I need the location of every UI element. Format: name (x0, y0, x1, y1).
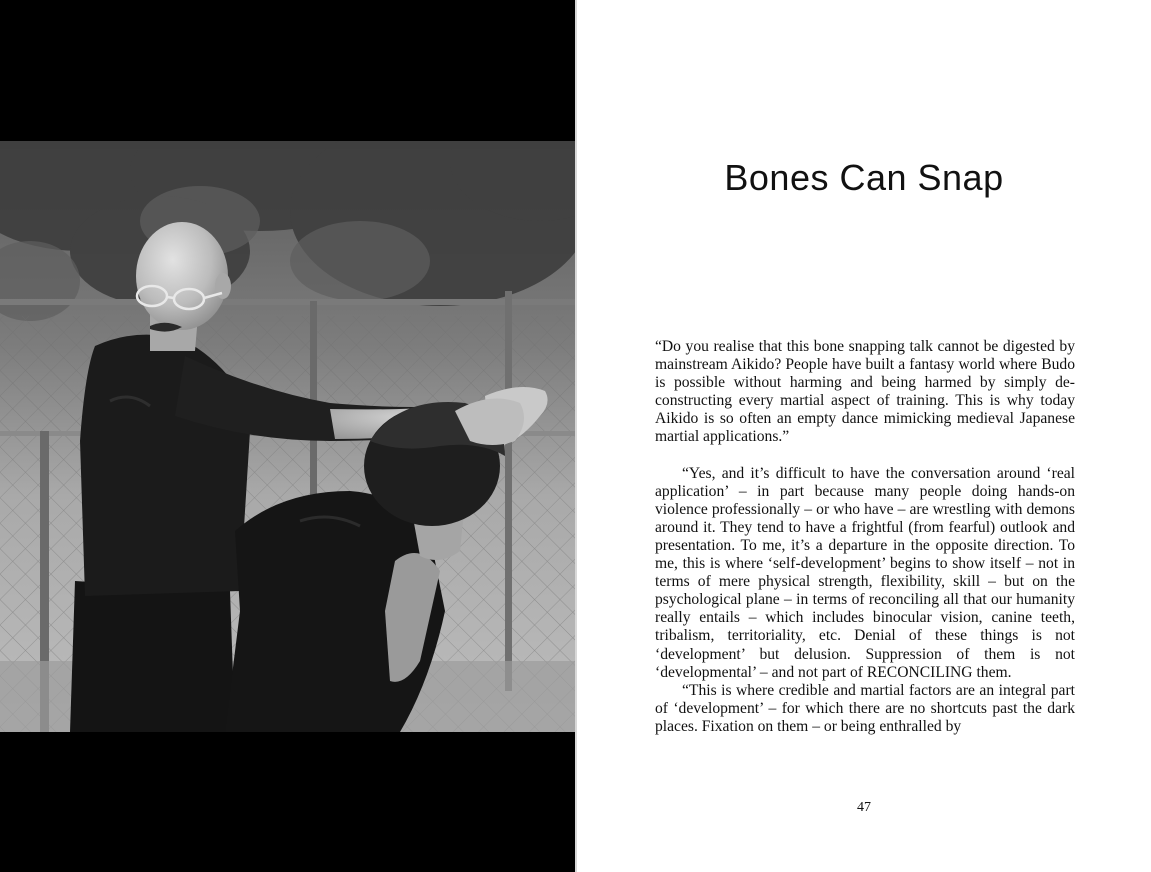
photo-martial-arts (0, 141, 575, 732)
right-page (577, 0, 1151, 872)
left-page (0, 0, 575, 872)
photo-illustration (0, 141, 575, 732)
paragraph-3: “This is where credible and martial factors are an integral part of ‘development’ – for which there are no shortcuts past the dark places. Fixation on them – or being enthralled by (655, 681, 1075, 735)
paragraph-1: “Do you realise that this bone snapping talk cannot be digested by mainstream Aikido? People have built a fantasy world where Budo is possible without harming and being harmed by simply de-constructing every martial aspect of training. This is why today Aikido is so often an empty dance mimicking medieval Japanese martial applications.” (655, 338, 1075, 446)
page-number: 47 (857, 800, 871, 815)
chapter-title: Bones Can Snap (724, 157, 1004, 198)
body-text (655, 338, 1075, 736)
paragraph-2: “Yes, and it’s difficult to have the conversation around ‘real application’ – in part because many people doing hands-on violence professionally – or who have – are wrestling with demons around it. They tend to have a frightful (from fearful) outlook and presentation. To me, it’s a departure in the opposite direction. To me, this is where ‘self-development’ begins to show itself – not in terms of mere physical strength, flexibility, skill – but on the psychological plane – in terms of reconciling all that our humanity really entails – which includes binocular vision, canine teeth, tribalism, territoriality, etc. Denial of these things is not ‘development’ but delusion. Suppression of them is not ‘developmental’ – and not part of RECONCILING them. (655, 464, 1075, 681)
